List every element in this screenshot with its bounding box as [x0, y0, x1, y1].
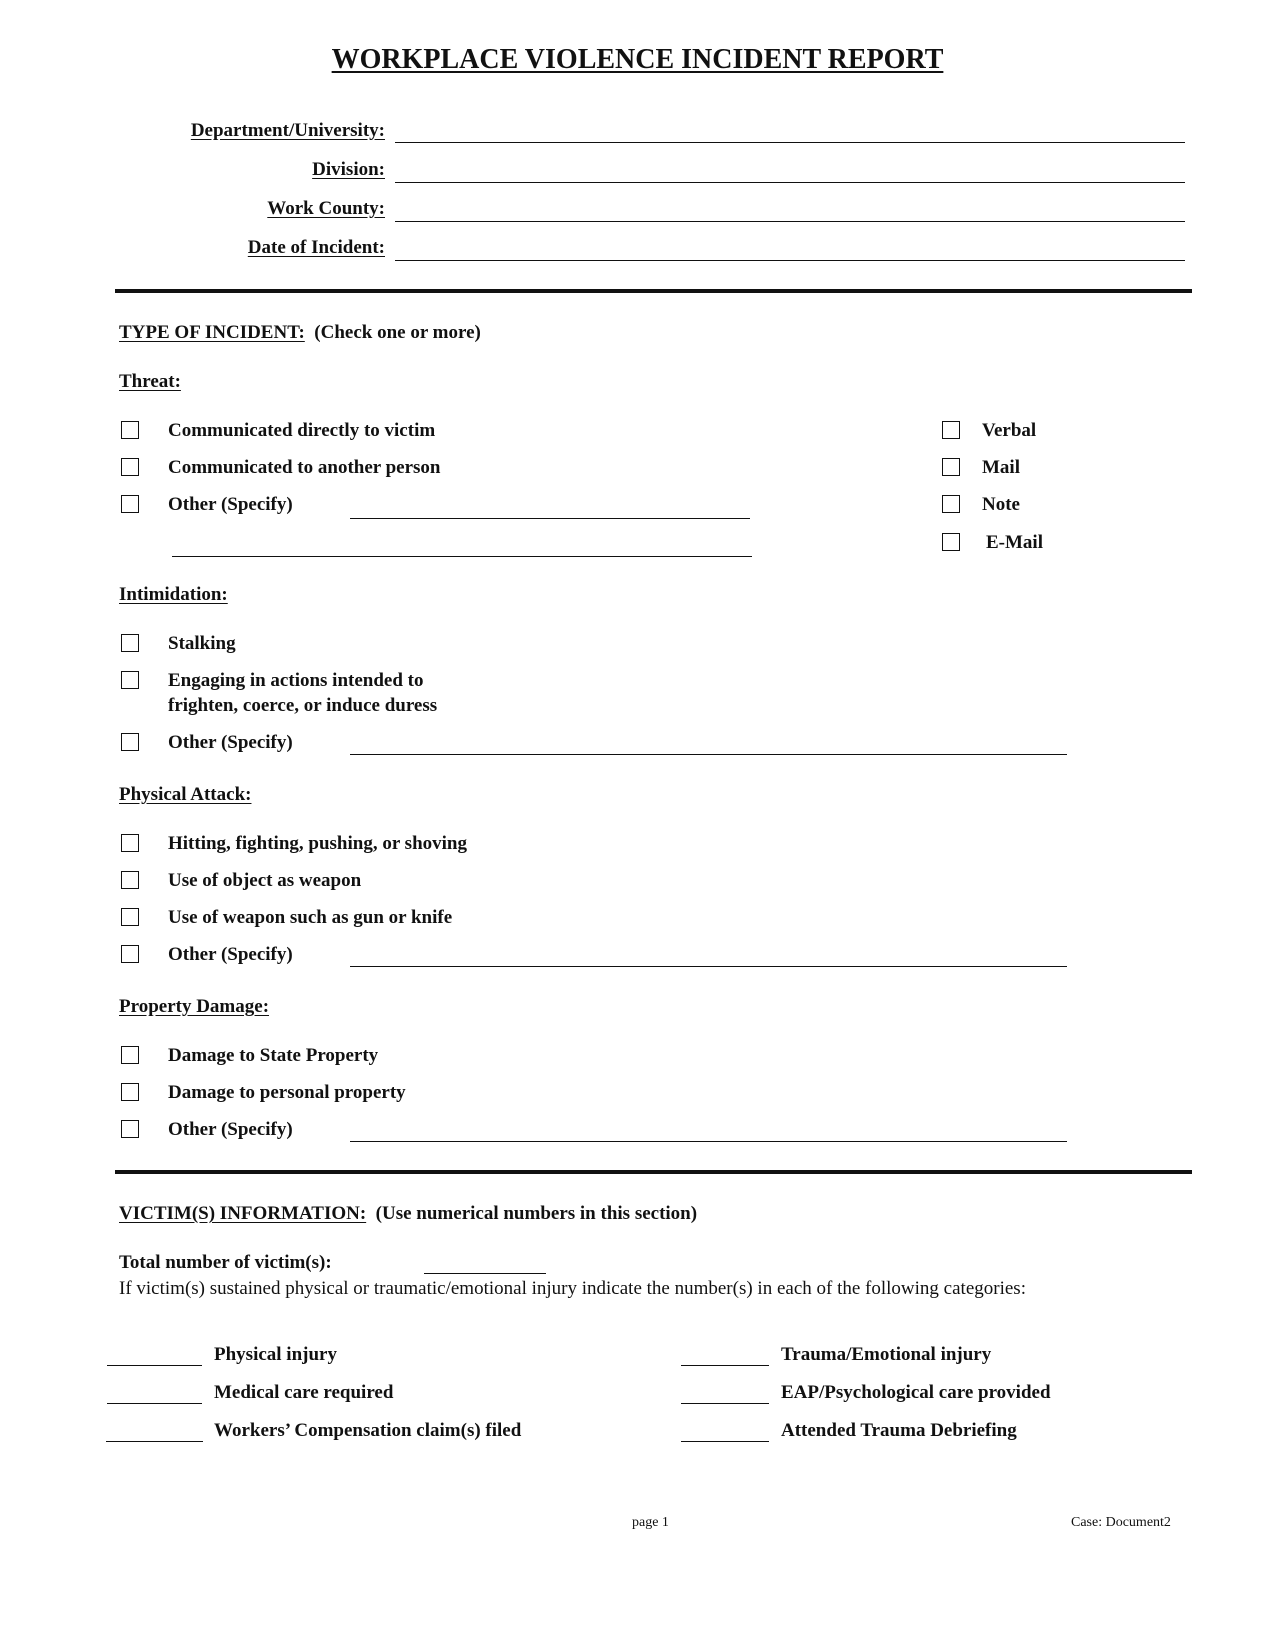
- threat-other-label: Other (Specify): [168, 494, 293, 515]
- threat-direct-label: Communicated directly to victim: [168, 420, 436, 441]
- property-state-checkbox[interactable]: [121, 1046, 139, 1064]
- intimidation-stalking-checkbox[interactable]: [121, 634, 139, 652]
- victims-heading-text: VICTIM(S) INFORMATION:: [119, 1203, 367, 1224]
- threat-email-label: E-Mail: [986, 532, 1043, 553]
- physical-gun-knife-label: Use of weapon such as gun or knife: [168, 907, 453, 928]
- trauma-injury-label: Trauma/Emotional injury: [781, 1344, 992, 1365]
- threat-note-label: Note: [982, 494, 1020, 515]
- medical-care-label: Medical care required: [214, 1382, 394, 1403]
- threat-note-checkbox[interactable]: [942, 495, 960, 513]
- physical-gun-knife-checkbox[interactable]: [121, 908, 139, 926]
- medical-care-field[interactable]: [107, 1403, 202, 1404]
- physical-other-label: Other (Specify): [168, 944, 293, 965]
- threat-another-person-label: Communicated to another person: [168, 457, 441, 478]
- physical-other-field[interactable]: [350, 966, 1067, 967]
- property-personal-label: Damage to personal property: [168, 1082, 406, 1103]
- trauma-debriefing-field[interactable]: [681, 1441, 769, 1442]
- total-victims-label: Total number of victim(s):: [119, 1252, 332, 1273]
- victims-instruction: If victim(s) sustained physical or traumatic/emotional injury indicate the number(s) in each of the following categories:: [119, 1278, 1026, 1299]
- threat-email-checkbox[interactable]: [942, 533, 960, 551]
- property-state-label: Damage to State Property: [168, 1045, 379, 1066]
- physical-hitting-label: Hitting, fighting, pushing, or shoving: [168, 833, 467, 854]
- report-title-text: WORKPLACE VIOLENCE INCIDENT REPORT: [331, 44, 944, 75]
- property-other-field[interactable]: [350, 1141, 1067, 1142]
- property-damage-heading: Property Damage:: [119, 996, 270, 1017]
- department-field[interactable]: [395, 142, 1185, 143]
- victims-heading: [119, 1203, 697, 1225]
- work-county-label: Work County:: [267, 198, 385, 219]
- intimidation-stalking-label: Stalking: [168, 633, 236, 654]
- threat-other-field[interactable]: [350, 518, 750, 519]
- date-of-incident-field[interactable]: [395, 260, 1185, 261]
- threat-other-field-2[interactable]: [172, 556, 752, 557]
- eap-care-field[interactable]: [681, 1403, 769, 1404]
- property-other-checkbox[interactable]: [121, 1120, 139, 1138]
- threat-other-checkbox[interactable]: [121, 495, 139, 513]
- intimidation-other-label: Other (Specify): [168, 732, 293, 753]
- threat-direct-checkbox[interactable]: [121, 421, 139, 439]
- section-divider: [115, 289, 1192, 293]
- intimidation-other-field[interactable]: [350, 754, 1067, 755]
- threat-verbal-checkbox[interactable]: [942, 421, 960, 439]
- division-field[interactable]: [395, 182, 1185, 183]
- intimidation-other-checkbox[interactable]: [121, 733, 139, 751]
- incident-heading-text: TYPE OF INCIDENT:: [119, 322, 305, 343]
- threat-another-person-checkbox[interactable]: [121, 458, 139, 476]
- intimidation-frighten-checkbox[interactable]: [121, 671, 139, 689]
- threat-verbal-label: Verbal: [982, 420, 1037, 441]
- case-label: Case: Document2: [1071, 1515, 1171, 1530]
- trauma-debriefing-label: Attended Trauma Debriefing: [781, 1420, 1017, 1441]
- physical-injury-label: Physical injury: [214, 1344, 337, 1365]
- victims-note: (Use numerical numbers in this section): [375, 1203, 698, 1224]
- physical-other-checkbox[interactable]: [121, 945, 139, 963]
- threat-mail-label: Mail: [982, 457, 1020, 478]
- date-of-incident-label: Date of Incident:: [247, 237, 385, 258]
- incident-heading: [119, 322, 481, 344]
- property-other-label: Other (Specify): [168, 1119, 293, 1140]
- physical-object-weapon-checkbox[interactable]: [121, 871, 139, 889]
- report-title: [0, 44, 1275, 76]
- property-personal-checkbox[interactable]: [121, 1083, 139, 1101]
- incident-note: (Check one or more): [314, 322, 481, 343]
- physical-hitting-checkbox[interactable]: [121, 834, 139, 852]
- page-number: page 1: [632, 1515, 669, 1530]
- intimidation-frighten-label-line2: frighten, coerce, or induce duress: [168, 695, 438, 716]
- department-label: Department/University:: [190, 120, 385, 141]
- section-divider-2: [115, 1170, 1192, 1174]
- physical-attack-heading: Physical Attack:: [119, 784, 252, 805]
- division-label: Division:: [312, 159, 385, 180]
- work-county-field[interactable]: [395, 221, 1185, 222]
- threat-heading: Threat:: [119, 371, 181, 392]
- workers-comp-field[interactable]: [106, 1441, 203, 1442]
- total-victims-field[interactable]: [424, 1273, 546, 1274]
- physical-object-weapon-label: Use of object as weapon: [168, 870, 362, 891]
- trauma-injury-field[interactable]: [681, 1365, 769, 1366]
- threat-mail-checkbox[interactable]: [942, 458, 960, 476]
- workers-comp-label: Workers’ Compensation claim(s) filed: [214, 1420, 522, 1441]
- intimidation-heading: Intimidation:: [119, 584, 228, 605]
- intimidation-frighten-label-line1: Engaging in actions intended to: [168, 670, 424, 691]
- physical-injury-field[interactable]: [107, 1365, 202, 1366]
- eap-care-label: EAP/Psychological care provided: [781, 1382, 1051, 1403]
